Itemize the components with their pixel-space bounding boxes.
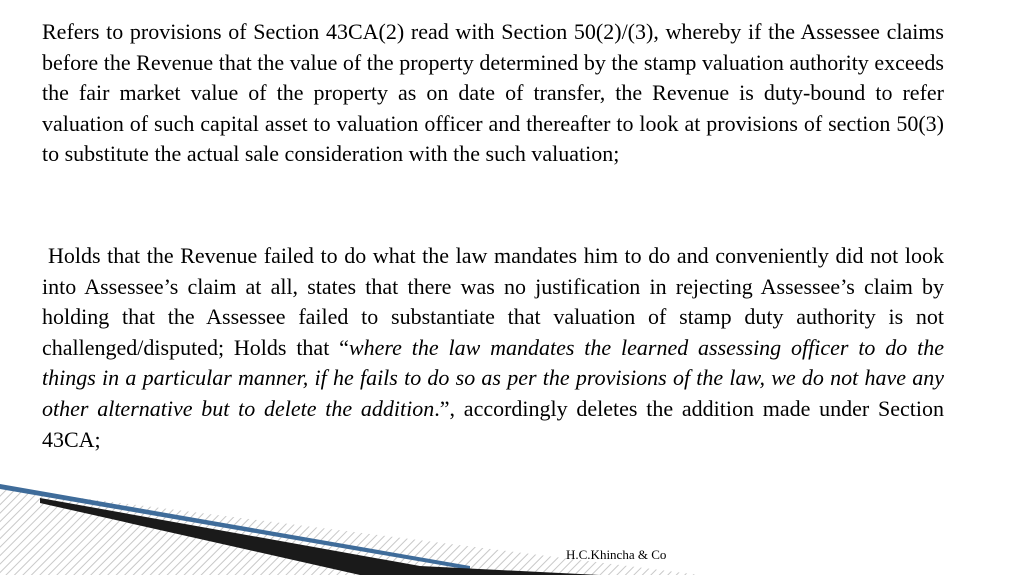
holding-tail-text: .”, accordingly deletes the addition made under Section 43CA; (42, 395, 945, 452)
holding-quote-text: where the law mandates the learned assessing officer to do the things in a particular manner, if he fails to do so as per the provisions of the law, we do not have any other alternative but to delete the addition (42, 334, 945, 421)
paragraph-holding (42, 241, 944, 455)
footer-firm-name: H.C.Khincha & Co (566, 547, 667, 562)
paragraph-provisions: Refers to provisions of Section 43CA(2) read with Section 50(2)/(3), whereby if the Assessee claims before the Revenue that the value of the property determined by the stamp valuation authority exceeds the fair market value of the property as on date of transfer, the Revenue is duty-bound to refer valuation of such capital asset to valuation officer and thereafter to look at provisions of section 50(3) to substitute the actual sale consideration with the such valuation; (42, 19, 944, 167)
holding-lead-text: Holds that the Revenue failed to do what the law mandates him to do and conveniently did not look into Assessee’s claim at all, states that there was no justification in rejecting Assessee’s claim by holding that the Assessee failed to substantiate that valuation of stamp duty authority is not challenged/disputed; Holds that “ (42, 243, 944, 360)
